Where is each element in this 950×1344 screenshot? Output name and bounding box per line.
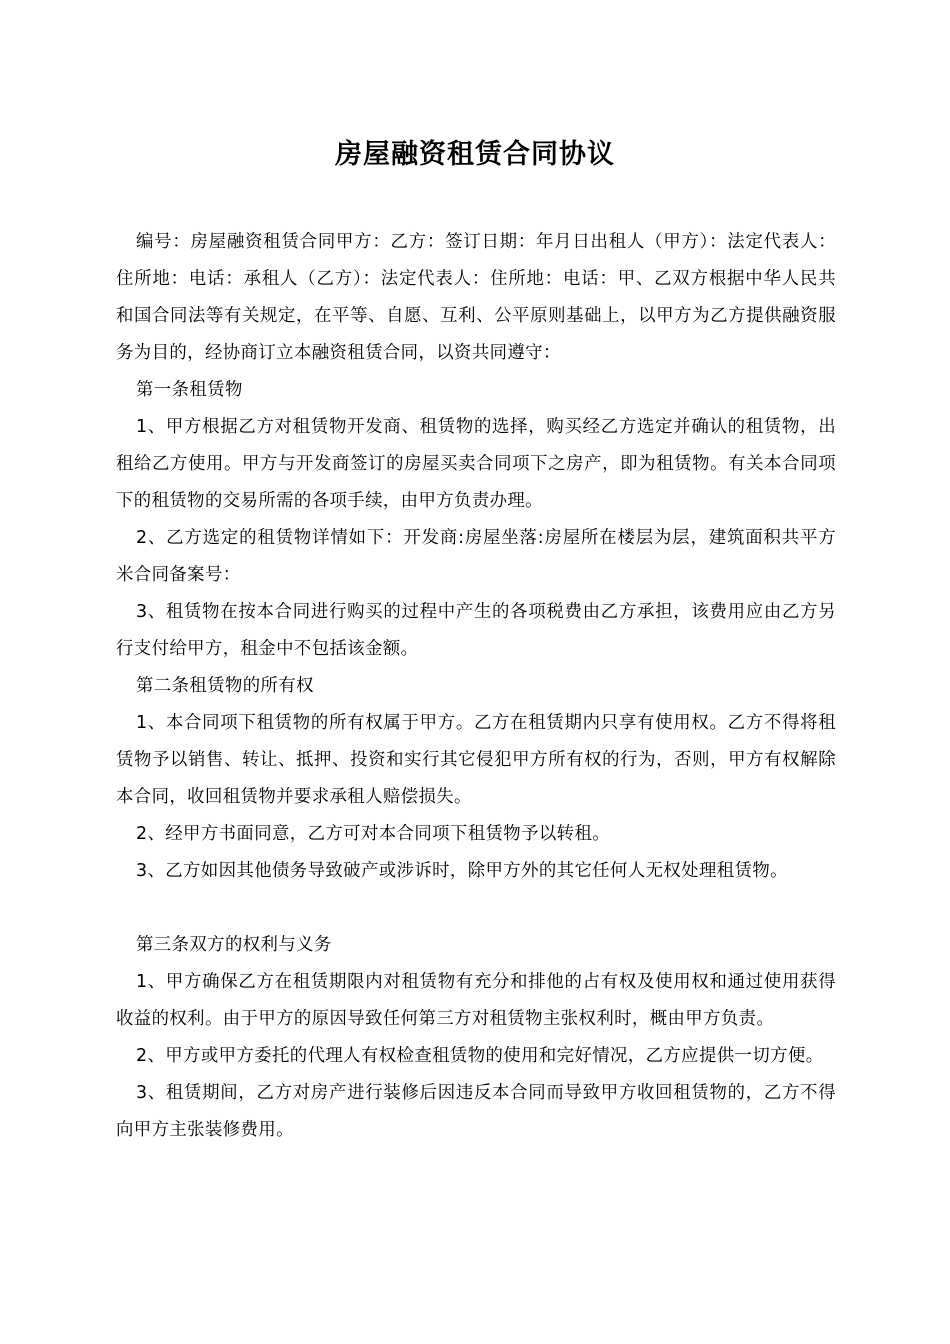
clause-paragraph: 3、租赁期间，乙方对房产进行装修后因违反本合同而导致甲方收回租赁物的，乙方不得向甲方主张装修费用。	[116, 1083, 836, 1140]
clause-paragraph: 2、经甲方书面同意，乙方可对本合同项下租赁物予以转租。	[136, 824, 611, 844]
article-heading: 第一条租赁物	[136, 380, 243, 400]
clause-paragraph: 1、甲方根据乙方对租赁物开发商、租赁物的选择，购买经乙方选定并确认的租赁物，出租给乙方使用。甲方与开发商签订的房屋买卖合同项下之房产，即为租赁物。有关本合同项下的租赁物的交易所需的各项手续，由甲方负责办理。	[116, 417, 836, 511]
clause-paragraph: 3、租赁物在按本合同进行购买的过程中产生的各项税费由乙方承担，该费用应由乙方另行支付给甲方，租金中不包括该金额。	[116, 602, 836, 659]
document-body	[116, 224, 836, 1149]
article-heading: 第三条双方的权利与义务	[136, 935, 332, 955]
clause-paragraph: 2、甲方或甲方委托的代理人有权检查租赁物的使用和完好情况，乙方应提供一切方便。	[136, 1046, 824, 1066]
preamble-paragraph: 编号：房屋融资租赁合同甲方：乙方：签订日期：年月日出租人（甲方）：法定代表人：住所地：电话：承租人（乙方）：法定代表人：住所地：电话：甲、乙双方根据中华人民共和国合同法等有关规定，在平等、自愿、互利、公平原则基础上，以甲方为乙方提供融资服务为目的，经协商订立本融资租赁合同，以资共同遵守：	[116, 232, 836, 363]
document-title: 房屋融资租赁合同协议	[335, 139, 615, 170]
clause-paragraph: 3、乙方如因其他债务导致破产或涉诉时，除甲方外的其它任何人无权处理租赁物。	[136, 861, 788, 881]
clause-paragraph: 1、本合同项下租赁物的所有权属于甲方。乙方在租赁期内只享有使用权。乙方不得将租赁物予以销售、转让、抵押、投资和实行其它侵犯甲方所有权的行为，否则，甲方有权解除本合同，收回租赁物并要求承租人赔偿损失。	[116, 713, 836, 807]
clause-paragraph: 2、乙方选定的租赁物详情如下：开发商:房屋坐落:房屋所在楼层为层，建筑面积共平方米合同备案号：	[116, 528, 836, 585]
article-heading: 第二条租赁物的所有权	[136, 676, 314, 696]
clause-paragraph: 1、甲方确保乙方在租赁期限内对租赁物有充分和排他的占有权及使用权和通过使用获得收益的权利。由于甲方的原因导致任何第三方对租赁物主张权利时，概由甲方负责。	[116, 972, 836, 1029]
blank-line	[116, 890, 836, 927]
